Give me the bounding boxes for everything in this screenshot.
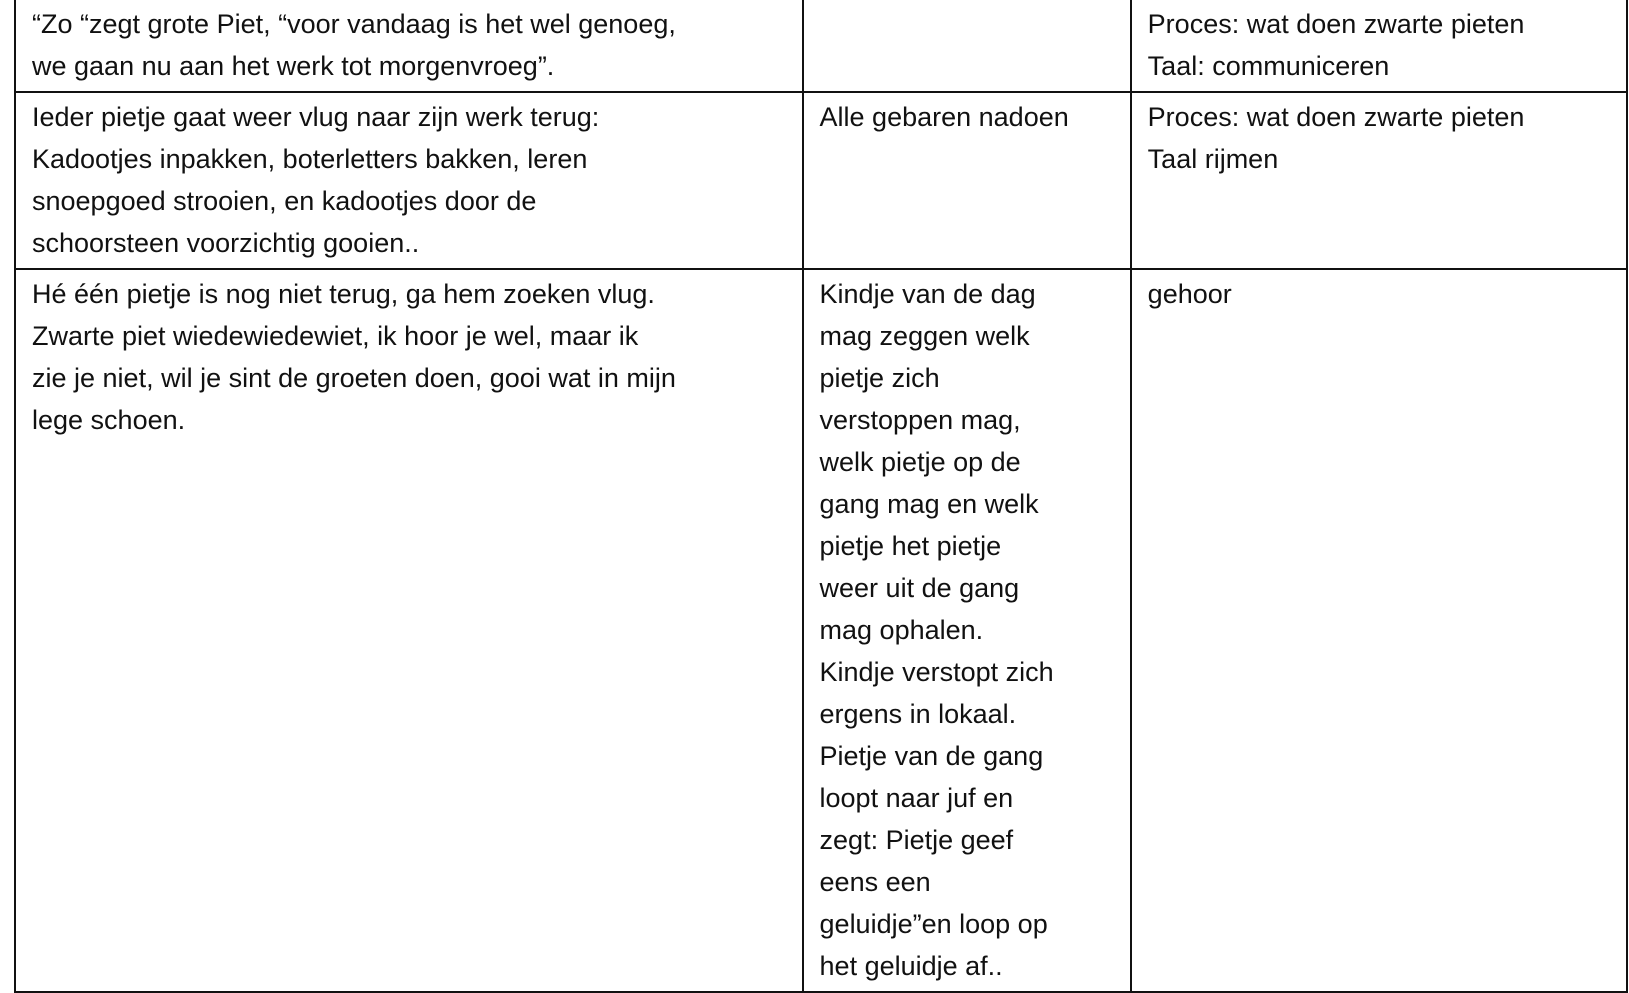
lesson-table: [14, 0, 1628, 993]
action-cell: [803, 0, 1131, 92]
goal-cell: Proces: wat doen zwarte pieten Taal rijmen: [1131, 92, 1627, 269]
action-cell: Kindje van de dag mag zeggen welk pietje zich verstoppen mag, welk pietje op de gang mag en welk pietje het pietje weer uit de gang mag ophalen. Kindje verstopt zich ergens in lokaal. Pietje van de gang loopt naar juf en zegt: Pietje geef eens een geluidje”en loop op het geluidje af..: [803, 269, 1131, 992]
table-row: [15, 269, 1627, 992]
verse-cell: Ieder pietje gaat weer vlug naar zijn werk terug: Kadootjes inpakken, boterletters bakken, leren snoepgoed strooien, en kadootjes door de schoorsteen voorzichtig gooien..: [15, 92, 803, 269]
verse-cell: Hé één pietje is nog niet terug, ga hem zoeken vlug. Zwarte piet wiedewiedewiet, ik hoor je wel, maar ik zie je niet, wil je sint de groeten doen, gooi wat in mijn lege schoen.: [15, 269, 803, 992]
goal-cell: Proces: wat doen zwarte pieten Taal: communiceren: [1131, 0, 1627, 92]
table-row: [15, 0, 1627, 92]
goal-cell: gehoor: [1131, 269, 1627, 992]
action-cell: Alle gebaren nadoen: [803, 92, 1131, 269]
verse-cell: “Zo “zegt grote Piet, “voor vandaag is het wel genoeg, we gaan nu aan het werk tot morgenvroeg”.: [15, 0, 803, 92]
table-row: [15, 92, 1627, 269]
